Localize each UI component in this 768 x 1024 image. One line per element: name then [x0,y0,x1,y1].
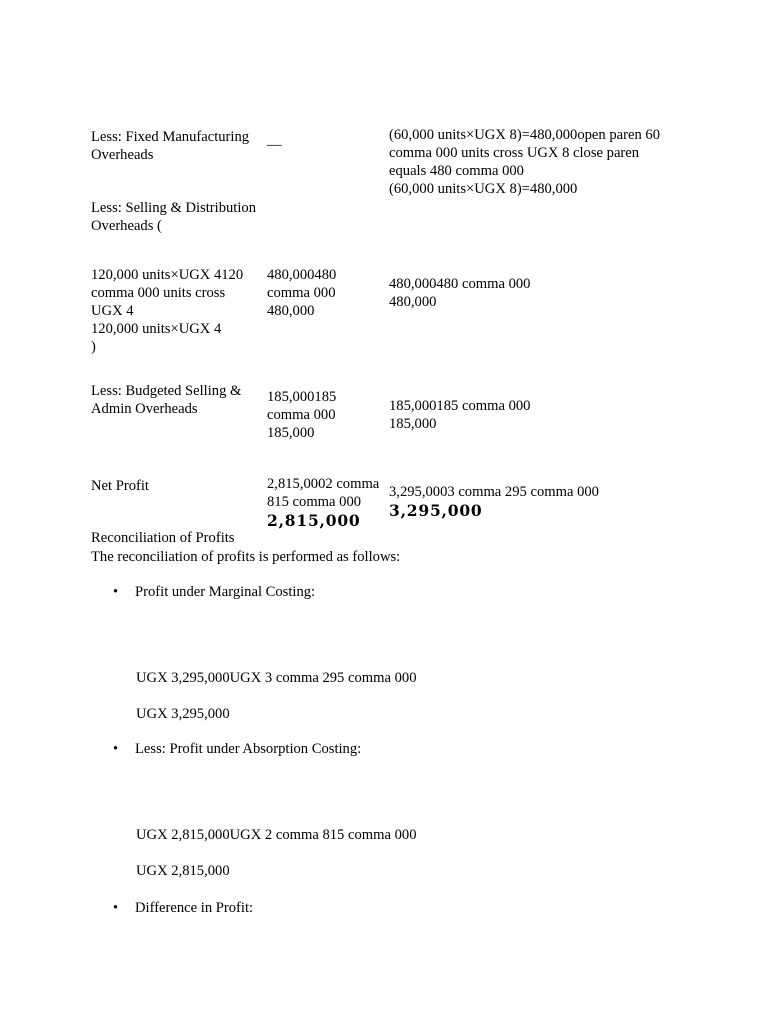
marginal-net-profit [389,483,709,521]
value-line: 185,000185 comma 000 [389,398,531,414]
section-heading-reconciliation: Reconciliation of Profits [91,530,235,546]
formula-text: UGX 3,295,000UGX 3 comma 295 comma 000 [136,670,417,686]
label-budgeted-selling-admin-overheads [91,382,263,418]
value-line: 185,000185 [267,389,337,405]
list-item [113,740,361,758]
label-fixed-manufacturing-overheads [91,128,263,164]
label-line: Overheads ( [91,218,162,234]
label-line: Admin Overheads [91,401,198,417]
label-net-profit: Net Profit [91,478,149,494]
value-line: 480,000480 comma 000 [389,276,531,292]
label-selling-dist-calculation [91,266,263,356]
formula-text: UGX 2,815,000UGX 2 comma 815 comma 000 [136,827,417,843]
value-line: comma 000 [267,407,336,423]
bullet-icon: • [113,900,119,916]
value-line: 815 comma 000 [267,494,362,510]
label-line: 120,000 units×UGX 4120 [91,267,244,283]
label-line: Less: Fixed Manufacturing [91,129,250,145]
value-line: 480,000480 [267,267,337,283]
value-text: UGX 2,815,000 [136,863,230,879]
absorption-value-fixed-mfg: — [267,137,282,153]
value-line: comma 000 [267,285,336,301]
marginal-value-admin [389,397,689,433]
absorption-value-selling-dist [267,266,387,320]
label-line: comma 000 units cross [91,285,226,301]
label-selling-distribution-overheads [91,199,271,235]
label-line: Less: Selling & Distribution [91,200,256,216]
value-line: 185,000 [389,416,437,432]
label-line: Overheads [91,147,154,163]
absorption-net-profit [267,475,389,531]
value-line: 2,815,0002 comma [267,476,380,492]
list-item [113,899,253,917]
section-intro: The reconciliation of profits is performed as follows: [91,549,401,565]
value-line: (60,000 units×UGX 8)=480,000 [389,181,578,197]
value-line: 480,000 [267,303,315,319]
absorption-value-admin [267,388,387,442]
net-profit-marginal-total: 3,295,000 [389,501,483,520]
value-line: 480,000 [389,294,437,310]
list-item-label: Profit under Marginal Costing: [135,584,316,600]
value-text: UGX 3,295,000 [136,706,230,722]
value-line: 185,000 [267,425,315,441]
value-line: comma 000 units cross UGX 8 close paren [389,145,640,161]
list-item-label: Difference in Profit: [135,900,254,916]
marginal-value-selling-dist [389,275,689,311]
bullet-icon: • [113,584,119,600]
label-line: 120,000 units×UGX 4 [91,321,222,337]
label-line: Less: Budgeted Selling & [91,383,242,399]
list-item [113,583,315,601]
value-line: 3,295,0003 comma 295 comma 000 [389,484,599,500]
label-line: UGX 4 [91,303,134,319]
value-line: equals 480 comma 000 [389,163,524,179]
label-line: ) [91,339,96,355]
marginal-value-fixed-mfg [389,126,689,198]
value-line: (60,000 units×UGX 8)=480,000open paren 60 [389,127,661,143]
net-profit-absorption-total: 2,815,000 [267,511,361,530]
list-item-label: Less: Profit under Absorption Costing: [135,741,362,757]
bullet-icon: • [113,741,119,757]
